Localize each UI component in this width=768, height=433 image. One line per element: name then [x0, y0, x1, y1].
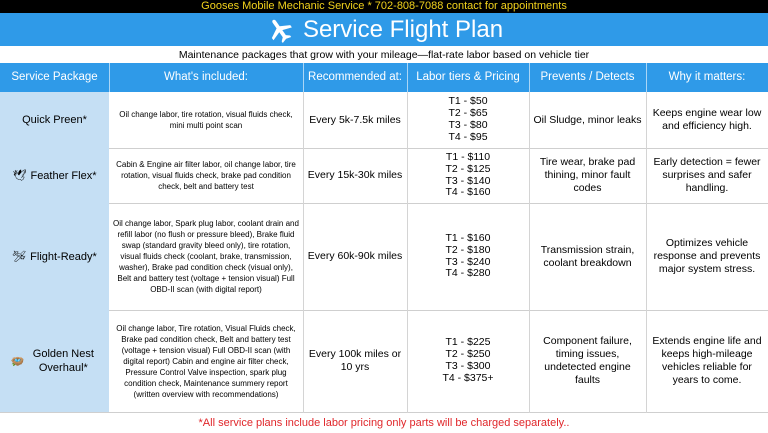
recommended-cell: Every 100k miles or 10 yrs [308, 348, 402, 373]
table-row [0, 310, 768, 413]
recommended-cell: Every 5k-7.5k miles [309, 113, 401, 126]
tier-price: T1 - $50 [448, 95, 488, 108]
pricing-cell [407, 310, 529, 412]
tier-price: T2 - $65 [448, 107, 488, 120]
package-cell [0, 203, 109, 310]
top-contact-bar: Gooses Mobile Mechanic Service * 702-808-7088 contact for appointments [0, 0, 768, 13]
column-header-pricing: Labor tiers & Pricing [416, 71, 520, 83]
tier-price: T4 - $95 [448, 130, 488, 143]
why-cell: Extends engine life and keeps high-mileage vehicles reliable for years to come. [652, 335, 762, 386]
plane-icon: 🛩 [12, 251, 27, 263]
why-cell: Early detection = fewer surprises and safer handling. [653, 156, 761, 194]
tier-price: T3 - $240 [445, 255, 491, 268]
page-subtitle: Maintenance packages that grow with your mileage—flat-rate labor based on vehicle tier [178, 49, 590, 61]
column-divider [529, 92, 530, 413]
column-header-included: What's included: [163, 71, 248, 83]
pricing-cell [407, 203, 529, 310]
recommended-cell: Every 15k-30k miles [307, 169, 403, 181]
table-header [0, 63, 768, 92]
column-divider [303, 92, 304, 413]
why-cell: Keeps engine wear low and efficiency high. [652, 107, 762, 132]
tier-price: T2 - $125 [445, 162, 491, 175]
column-divider [646, 92, 647, 413]
included-cell: Cabin & Engine air filter labor, oil change labor, tire rotation, visual fluids check, brake pad condition check, belt and battery test [116, 160, 296, 191]
column-header-prevents: Prevents / Detects [540, 71, 635, 83]
package-label [11, 347, 99, 375]
package-name: Flight-Ready* [30, 250, 97, 263]
pricing-cell [407, 92, 529, 148]
table-row [0, 148, 768, 204]
package-name: Feather Flex* [30, 169, 97, 182]
tier-price: T2 - $180 [445, 243, 491, 256]
included-cell: Oil change labor, tire rotation, visual fluids check, mini multi point scan [119, 110, 293, 130]
tier-price: T2 - $250 [445, 348, 491, 361]
package-cell [0, 148, 109, 203]
package-name: Golden Nest Overhaul* [32, 348, 94, 374]
why-cell: Optimizes vehicle response and prevents major system stress. [653, 237, 761, 275]
nest-icon: 🪺 [10, 355, 25, 368]
page-title: Service Flight Plan [302, 16, 504, 43]
airplane-icon [265, 15, 295, 45]
included-cell: Oil change labor, Spark plug labor, coolant drain and refill labor (no flush or pressure bleed), Brake fluid swap (standard gravity bleed only), tire rotation, visual fluids check (coolant, brake, transmission, washer), Brake pad condition check (visual only), Belt and battery test (voltage + tension visual) Full OBD-II scan (with digital report) [113, 219, 299, 294]
dove-icon: 🕊 [12, 170, 27, 182]
table-row [0, 92, 768, 149]
tier-price: T1 - $160 [445, 231, 491, 244]
package-cell [0, 92, 109, 148]
tier-price: T4 - $375+ [442, 371, 494, 384]
included-cell: Oil change labor, Tire rotation, Visual Fluids check, Brake pad condition check, Belt and battery test (voltage + tension visual) Full OBD-II scan (with digital report) Cabin and engine air filter check, Pressure Control Valve inspection, spark plug condition check, Maintenance summery report (written overview with recommendations) [116, 323, 296, 399]
tier-price: T3 - $80 [448, 119, 488, 131]
column-header-package: Service Package [11, 71, 98, 83]
prevents-cell: Component failure, timing issues, undetected engine faults [543, 335, 632, 386]
tier-price: T4 - $280 [445, 267, 491, 280]
prevents-cell: Transmission strain, coolant breakdown [540, 243, 635, 269]
table-row [0, 203, 768, 311]
tier-price: T4 - $160 [445, 186, 491, 199]
tier-price: T1 - $225 [445, 336, 491, 349]
package-name: Quick Preen* [22, 114, 87, 126]
recommended-cell: Every 60k-90k miles [307, 250, 403, 262]
tier-price: T3 - $140 [445, 174, 491, 187]
column-divider [407, 92, 408, 413]
column-header-why: Why it matters: [668, 71, 746, 83]
package-cell [0, 310, 109, 412]
footer-note: *All service plans include labor pricing only parts will be charged separately.. [198, 417, 570, 429]
title-bar [0, 13, 768, 46]
tier-price: T3 - $300 [445, 360, 491, 372]
prevents-cell: Oil Sludge, minor leaks [533, 113, 642, 126]
tier-price: T1 - $110 [445, 150, 491, 163]
prevents-cell: Tire wear, brake pad thining, minor fault codes [539, 156, 636, 194]
pricing-cell [407, 148, 529, 203]
column-header-recommended: Recommended at: [308, 71, 402, 83]
